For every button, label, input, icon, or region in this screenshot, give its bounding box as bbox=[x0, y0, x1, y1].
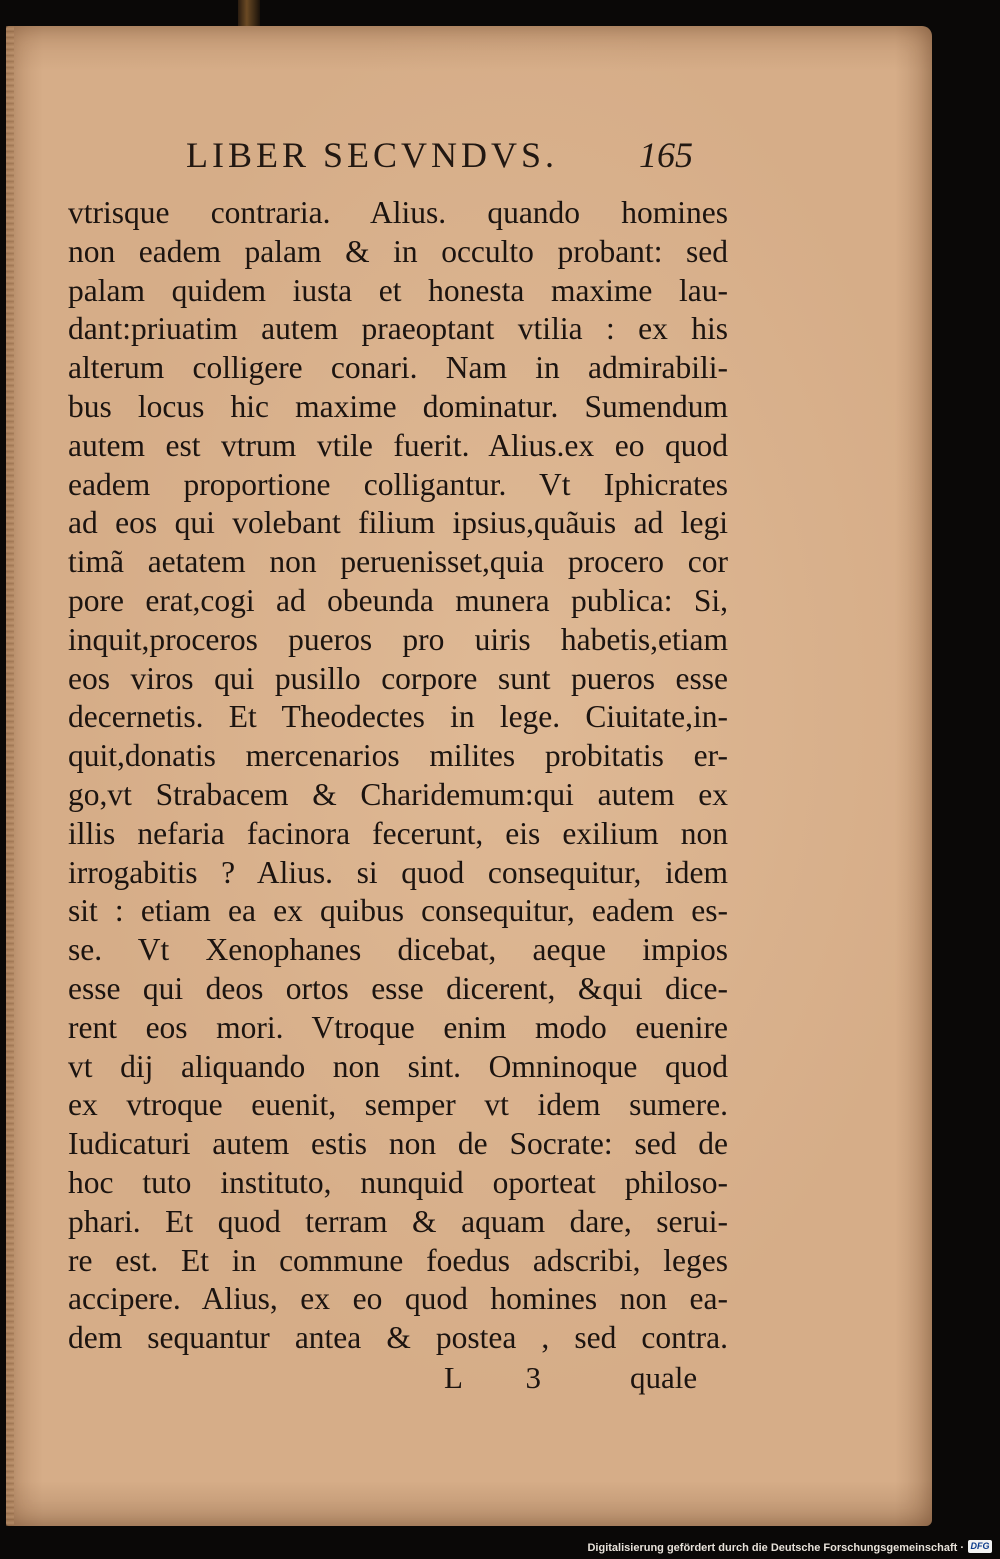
running-title: LIBER SECVNDVS. bbox=[186, 135, 559, 175]
text-line: bus locus hic maxime dominatur. Sumendum bbox=[68, 388, 728, 424]
text-line: irrogabitis ? Alius. si quod consequitur, idem bbox=[68, 854, 728, 890]
text-line: phari. Et quod terram & aquam dare, serui- bbox=[68, 1203, 728, 1239]
signature-mark: L 3 bbox=[444, 1360, 570, 1395]
text-line: hoc tuto instituto, nunquid oporteat philoso- bbox=[68, 1164, 728, 1200]
text-line: quit,donatis mercenarios milites probitatis er- bbox=[68, 738, 728, 774]
text-line: dem sequantur antea & postea , sed contra. bbox=[68, 1320, 728, 1356]
text-line: inquit,proceros pueros pro uiris habetis,etiam bbox=[68, 621, 728, 657]
text-line: accipere. Alius, ex eo quod homines non ea- bbox=[68, 1281, 728, 1317]
page-footer bbox=[6, 1360, 932, 1400]
text-line: non eadem palam & in occulto probant: sed bbox=[68, 233, 728, 269]
text-line: re est. Et in commune foedus adscribi, leges bbox=[68, 1242, 728, 1278]
text-line: sit : etiam ea ex quibus consequitur, eadem es- bbox=[68, 893, 728, 929]
running-head bbox=[6, 134, 932, 184]
text-line: dant:priuatim autem praeoptant vtilia : ex his bbox=[68, 311, 728, 347]
text-line: ad eos qui volebant filium ipsius,quãuis ad legi bbox=[68, 505, 728, 541]
body-text bbox=[68, 194, 728, 1358]
catchword: quale bbox=[630, 1360, 698, 1395]
credit-bar bbox=[0, 1534, 1000, 1559]
text-line: go,vt Strabacem & Charidemum:qui autem ex bbox=[68, 776, 728, 812]
text-line: alterum colligere conari. Nam in admirabili- bbox=[68, 350, 728, 386]
text-line: vt dij aliquando non sint. Omninoque quod bbox=[68, 1048, 728, 1084]
text-line: vtrisque contraria. Alius. quando homines bbox=[68, 195, 728, 230]
text-line: ex vtroque euenit, semper vt idem sumere. bbox=[68, 1087, 728, 1123]
text-line: illis nefaria facinora fecerunt, eis exilium non bbox=[68, 815, 728, 851]
page-number: 165 bbox=[639, 135, 693, 175]
text-line: eadem proportione colligantur. Vt Iphicrates bbox=[68, 466, 728, 502]
page-edge-shading bbox=[6, 26, 14, 1526]
dfg-logo-icon: DFG bbox=[968, 1540, 992, 1553]
page-leaf bbox=[6, 26, 932, 1526]
book-spine bbox=[238, 0, 260, 26]
text-line: pore erat,cogi ad obeunda munera publica: Si, bbox=[68, 582, 728, 618]
credit-text: Digitalisierung gefördert durch die Deutsche Forschungsgemeinschaft · bbox=[587, 1542, 964, 1554]
text-line: se. Vt Xenophanes dicebat, aeque impios bbox=[68, 932, 728, 968]
text-line: esse qui deos ortos esse dicerent, &qui dice- bbox=[68, 970, 728, 1006]
text-line: eos viros qui pusillo corpore sunt pueros esse bbox=[68, 660, 728, 696]
text-line: Iudicaturi autem estis non de Socrate: sed de bbox=[68, 1126, 728, 1162]
text-line: rent eos mori. Vtroque enim modo euenire bbox=[68, 1009, 728, 1045]
text-line: palam quidem iusta et honesta maxime lau- bbox=[68, 272, 728, 308]
text-line: autem est vtrum vtile fuerit. Alius.ex eo quod bbox=[68, 427, 728, 463]
text-line: timã aetatem non peruenisset,quia procero cor bbox=[68, 544, 728, 580]
text-line: decernetis. Et Theodectes in lege. Ciuitate,in- bbox=[68, 699, 728, 735]
